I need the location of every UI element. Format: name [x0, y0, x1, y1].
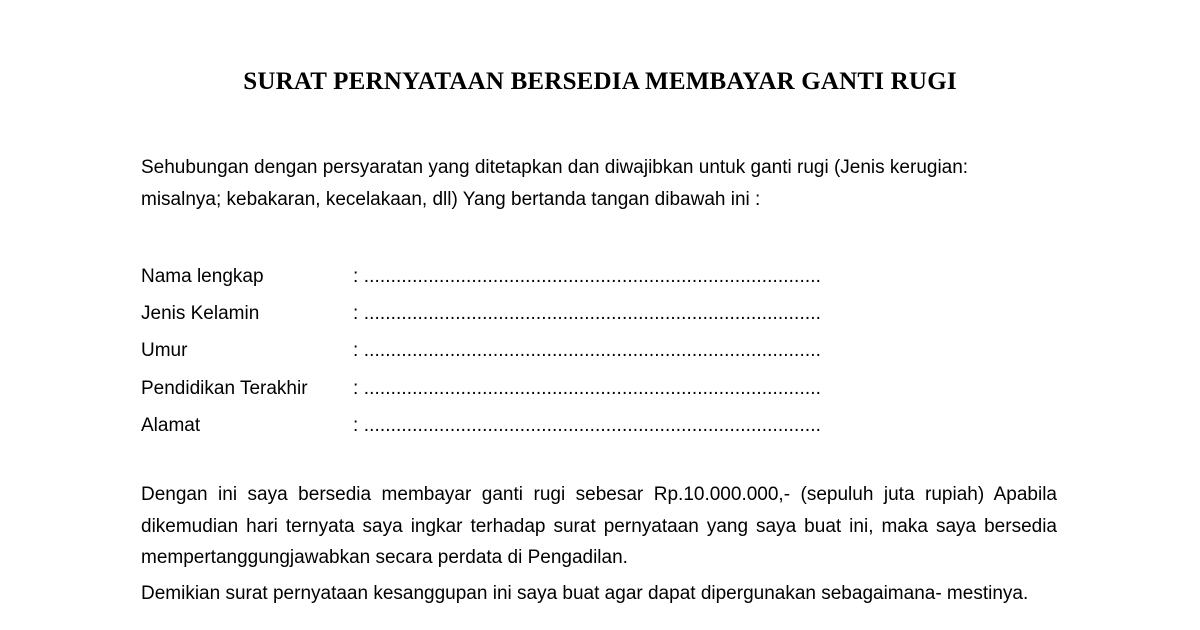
- field-blank: : .....................................................................................: [353, 415, 821, 437]
- field-row-jenis-kelamin: [141, 295, 901, 332]
- intro-paragraph: Sehubungan dengan persyaratan yang ditetapkan dan diwajibkan untuk ganti rugi (Jenis kerugian: misalnya; kebakaran, kecelakaan, dll) Yang bertanda tangan dibawah ini :: [141, 157, 969, 210]
- identity-fields: [141, 258, 901, 445]
- field-blank: : .....................................................................................: [353, 265, 821, 287]
- field-row-pendidikan-terakhir: [141, 370, 901, 407]
- field-label: Alamat: [141, 415, 201, 437]
- field-row-alamat: [141, 408, 901, 445]
- field-label: Pendidikan Terakhir: [141, 377, 308, 399]
- field-row-nama-lengkap: [141, 258, 901, 295]
- field-blank: : .....................................................................................: [353, 340, 821, 362]
- field-row-umur: [141, 333, 901, 370]
- field-label: Umur: [141, 340, 188, 362]
- field-blank: : .....................................................................................: [353, 303, 821, 325]
- closing-paragraph: Demikian surat pernyataan kesanggupan ini saya buat agar dapat dipergunakan sebagaimana- mestinya.: [141, 583, 1029, 604]
- field-blank: : .....................................................................................: [353, 377, 821, 399]
- field-label: Nama lengkap: [141, 265, 264, 287]
- statement-paragraph: Dengan ini saya bersedia membayar ganti rugi sebesar Rp.10.000.000,- (sepuluh juta rupiah) Apabila dikemudian hari ternyata saya ingkar terhadap surat pernyataan yang saya buat ini, maka saya bersedia mempertanggungjawabkan secara perdata di Pengadilan.: [141, 484, 1057, 568]
- document-title: SURAT PERNYATAAN BERSEDIA MEMBAYAR GANTI RUGI: [243, 68, 957, 95]
- field-label: Jenis Kelamin: [141, 303, 260, 325]
